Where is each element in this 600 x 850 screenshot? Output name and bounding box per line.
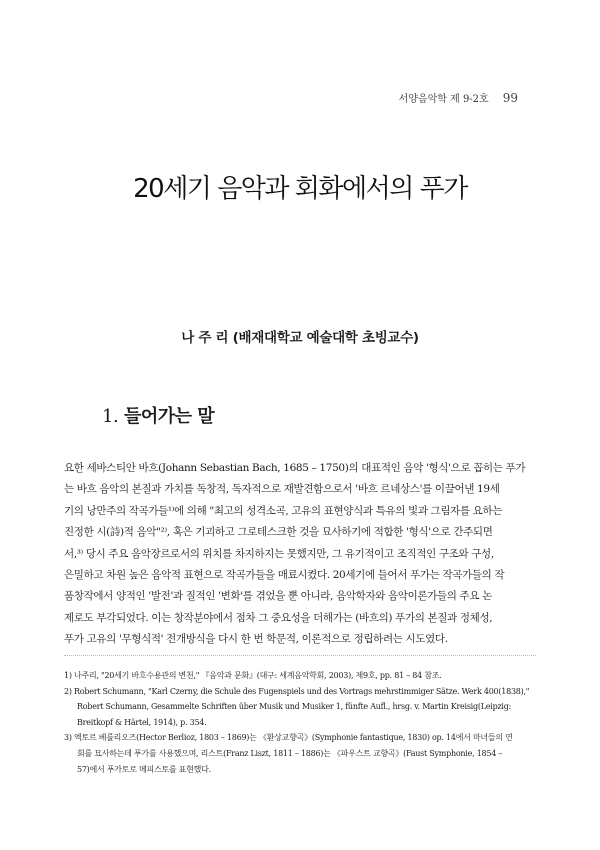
footnote-line: 회를 묘사하는데 푸가를 사용했으며, 리스트(Franz Liszt, 1811 – 1886)는 《파우스트 교향곡》(Faust Symphonie, 1854 – [77,748,503,758]
running-head [399,90,518,105]
page-number: 99 [502,91,518,105]
section-heading [102,402,214,428]
journal-name: 서양음악학 제 9-2호 [398,94,489,105]
body-line: 서,³⁾ 당시 주요 음악장르로서의 위치를 차지하지는 못했지만, 그 유기적이고 조직적인 구조와 구성, [64,547,494,560]
section-number: 1. [102,406,119,427]
section-title: 들어가는 말 [123,406,215,427]
footnotes [64,668,536,777]
body-line: 제로도 부각되었다. 이는 창작분야에서 점차 그 중요성을 더해가는 (바흐의) 푸가의 본질과 정체성, [64,611,493,624]
body-line: 기의 낭만주의 작곡가들¹⁾에 의해 "최고의 성격소곡, 고유의 표현양식과 특유의 빛과 그림자를 요하는 [64,504,503,517]
body-line: 푸가 고유의 '무형식적' 전개방식을 다시 한 번 학문적, 이론적으로 정립하려는 시도였다. [64,633,448,646]
author-line: 나 주 리 (배재대학교 예술대학 초빙교수) [181,330,419,346]
body-line: 진정한 시(詩)적 음악"²⁾, 혹은 기괴하고 그로테스크한 것을 묘사하기에 적합한 '형식'으로 간주되면 [64,526,493,539]
footnote-line: 2) Robert Schumann, "Karl Czerny, die Schule des Fugenspiels und des Vortrags mehrstimmiger Sätze. Werk 400(1838)," [64,686,530,696]
body-line: 품창작에서 양적인 '발전'과 질적인 '변화'를 겪었을 뿐 아니라, 음악학자와 음악이론가들의 주요 논 [64,590,492,603]
footnote-line: 3) 엑토르 베를리오즈(Hector Berlioz, 1803 – 1869)는 《환상교향곡》(Symphonie fantastique, 1830) op. 14에서 마녀들의 연 [64,733,513,743]
footnote-line: 57)에서 푸가토로 메피스토를 표현했다. [77,764,211,774]
footnote-line: Breitkopf & Härtel, 1914), p. 354. [77,717,207,727]
body-line: 요한 세바스티안 바흐(Johann Sebastian Bach, 1685 – 1750)의 대표적인 음악 '형식'으로 꼽히는 푸가 [64,462,526,474]
body-line: 은밀하고 차원 높은 음악적 표현으로 작곡가들을 매료시켰다. 20세기에 들어서 푸가는 작곡가들의 작 [64,568,505,581]
body-paragraph [64,458,536,651]
article-title: 20세기 음악과 회화에서의 푸가 [133,174,467,204]
body-line: 는 바흐 음악의 본질과 가치를 독창적, 독자적으로 재발견함으로서 '바흐 르네상스'를 이끌어낸 19세 [64,483,500,496]
footnote-line: Robert Schumann, Gesammelte Schriften über Musik und Musiker 1, fünfte Aufl., hrsg. v. Martin Kreisig(Leipzig: [77,702,512,712]
footnote-divider [64,655,536,656]
footnote-line: 1) 나주리, "20세기 바흐수용관의 변천," 『음악과 문화』(대구: 세계음악학회, 2003), 제9호, pp. 81 – 84 참조. [64,671,442,680]
